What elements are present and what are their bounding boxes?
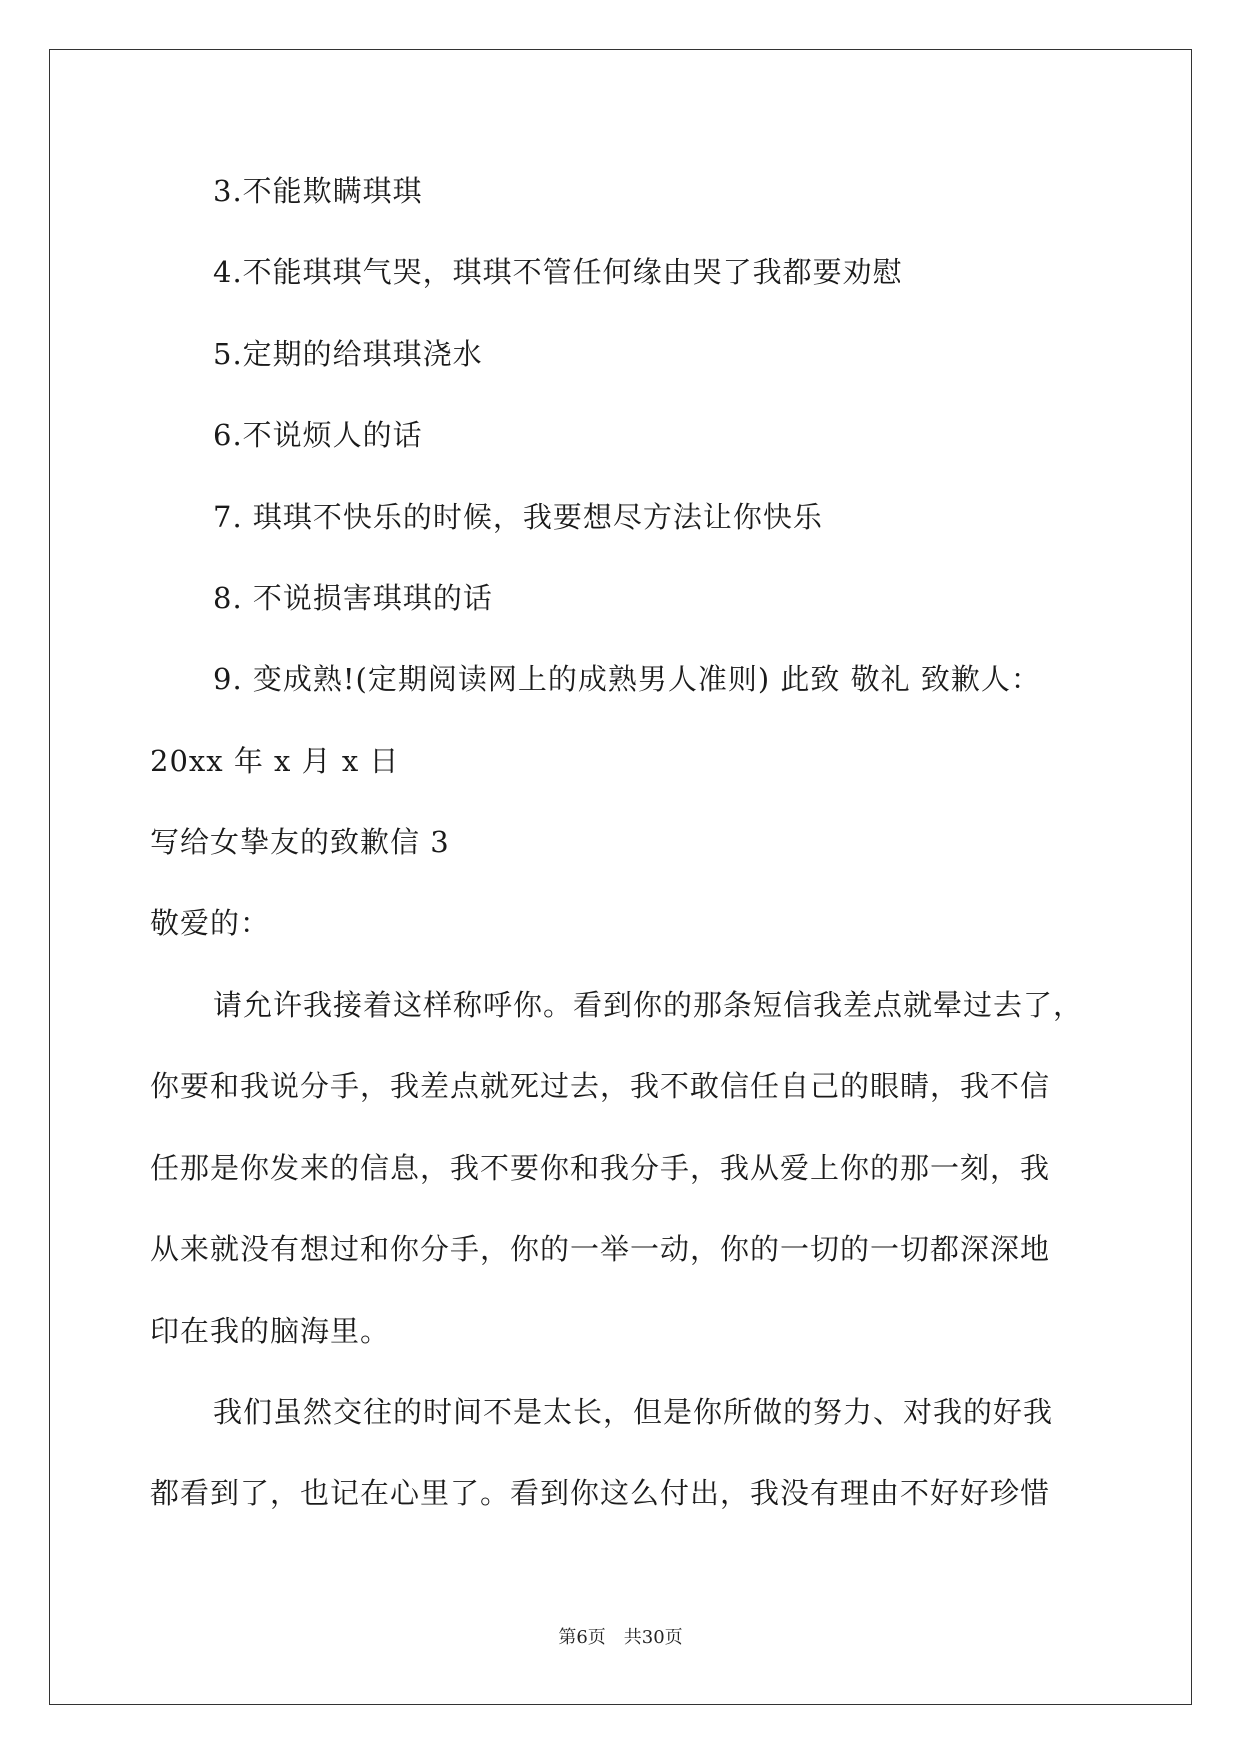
paragraph-1-line-2: 你要和我说分手，我差点就死过去，我不敢信任自己的眼睛，我不信 (150, 1069, 1051, 1103)
text-line-rule-4: 4.不能琪琪气哭，琪琪不管任何缘由哭了我都要劝慰 (213, 255, 903, 289)
page-footer (0, 1626, 1241, 1650)
page-border (49, 49, 1192, 1705)
page-total: 30 (641, 1627, 665, 1648)
page-mid: 页 共 (587, 1627, 642, 1648)
salutation: 敬爱的： (150, 906, 271, 940)
section-heading: 写给女挚友的致歉信 3 (150, 825, 450, 859)
text-line-rule-7: 7. 琪琪不快乐的时候，我要想尽方法让你快乐 (213, 500, 823, 534)
text-line-rule-6: 6.不说烦人的话 (213, 418, 423, 452)
page-number: 6 (576, 1627, 588, 1648)
text-line-rule-8: 8. 不说损害琪琪的话 (213, 581, 493, 615)
paragraph-1-line-5: 印在我的脑海里。 (150, 1314, 391, 1348)
paragraph-2-line-1: 我们虽然交往的时间不是太长，但是你所做的努力、对我的好我 (213, 1395, 1054, 1429)
text-line-rule-9: 9. 变成熟!(定期阅读网上的成熟男人准则) 此致 敬礼 致歉人： (213, 662, 1041, 696)
paragraph-1-line-4: 从来就没有想过和你分手，你的一举一动，你的一切的一切都深深地 (150, 1232, 1051, 1266)
paragraph-2-line-2: 都看到了，也记在心里了。看到你这么付出，我没有理由不好好珍惜 (150, 1476, 1051, 1510)
paragraph-1-line-3: 任那是你发来的信息，我不要你和我分手，我从爱上你的那一刻，我 (150, 1151, 1051, 1185)
text-line-date: 20xx 年 x 月 x 日 (150, 744, 400, 778)
text-line-rule-5: 5.定期的给琪琪浇水 (213, 337, 483, 371)
page-suffix: 页 (664, 1627, 683, 1648)
page-prefix: 第 (558, 1627, 577, 1648)
paragraph-1-line-1: 请允许我接着这样称呼你。看到你的那条短信我差点就晕过去了， (213, 988, 1084, 1022)
text-line-rule-3: 3.不能欺瞒琪琪 (213, 174, 423, 208)
